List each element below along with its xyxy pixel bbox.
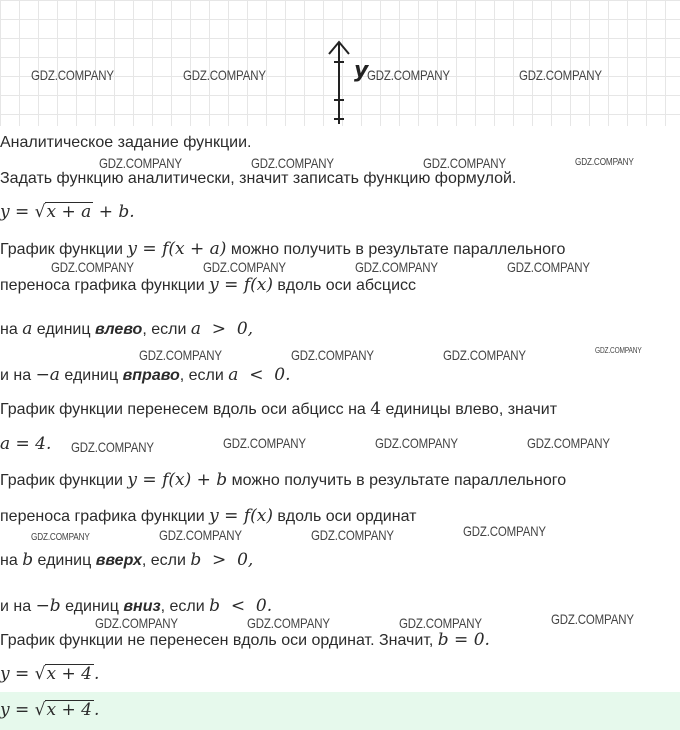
down-shift-rule: и на −b единиц вниз, если b < 0. (0, 596, 273, 616)
watermark: GDZ.COMPANY (463, 523, 546, 539)
watermark: GDZ.COMPANY (367, 67, 450, 83)
x-shift-sentence-1: График функции y = f(x + a) можно получить в результате параллельного (0, 239, 566, 259)
y-shift-sentence-1: График функции y = f(x) + b можно получить в результате параллельного (0, 470, 567, 490)
graph-fragment (0, 0, 680, 126)
y-axis-arrow-icon (325, 38, 355, 126)
watermark: GDZ.COMPANY (355, 259, 438, 275)
watermark: GDZ.COMPANY (311, 527, 394, 543)
watermark: GDZ.COMPANY (251, 155, 334, 171)
watermark: GDZ.COMPANY (71, 439, 154, 455)
a-value: a = 4. (0, 434, 52, 454)
answer-formula: y = √x + 4 . (0, 700, 100, 720)
x-shift-sentence-2: переноса графика функции y = f(x) вдоль оси абсцисс (0, 275, 417, 295)
watermark: GDZ.COMPANY (247, 615, 330, 631)
watermark: GDZ.COMPANY (291, 347, 374, 363)
watermark: GDZ.COMPANY (99, 155, 182, 171)
watermark: GDZ.COMPANY (139, 347, 222, 363)
watermark: GDZ.COMPANY (375, 435, 458, 451)
watermark: GDZ.COMPANY (595, 346, 642, 355)
watermark: GDZ.COMPANY (183, 67, 266, 83)
intro-text: Задать функцию аналитически, значит записать функцию формулой. (0, 170, 517, 187)
watermark: GDZ.COMPANY (159, 527, 242, 543)
section-title: Аналитическое задание функции. (0, 134, 252, 151)
watermark: GDZ.COMPANY (95, 615, 178, 631)
watermark: GDZ.COMPANY (575, 157, 634, 168)
general-formula: y = √x + a + b. (0, 202, 135, 222)
watermark: GDZ.COMPANY (423, 155, 506, 171)
x-shift-result: График функции перенесем вдоль оси абцисс на 4 единицы влево, значит (0, 399, 558, 419)
y-axis-label: y (354, 58, 369, 83)
watermark: GDZ.COMPANY (31, 532, 90, 543)
watermark: GDZ.COMPANY (399, 615, 482, 631)
watermark: GDZ.COMPANY (551, 611, 634, 627)
answer-box (0, 692, 680, 730)
up-shift-rule: на b единиц вверх, если b > 0, (0, 550, 254, 570)
y-shift-result: График функции не перенесен вдоль оси ординат. Значит, b = 0. (0, 630, 490, 650)
watermark: GDZ.COMPANY (519, 67, 602, 83)
watermark: GDZ.COMPANY (51, 259, 134, 275)
right-shift-rule: и на −a единиц вправо, если a < 0. (0, 365, 291, 385)
y-shift-sentence-2: переноса графика функции y = f(x) вдоль оси ординат (0, 506, 417, 526)
watermark: GDZ.COMPANY (527, 435, 610, 451)
watermark: GDZ.COMPANY (203, 259, 286, 275)
watermark: GDZ.COMPANY (223, 435, 306, 451)
left-shift-rule: на a единиц влево, если a > 0, (0, 319, 254, 339)
watermark: GDZ.COMPANY (443, 347, 526, 363)
watermark: GDZ.COMPANY (31, 67, 114, 83)
watermark: GDZ.COMPANY (507, 259, 590, 275)
result-formula: y = √x + 4 . (0, 664, 100, 684)
